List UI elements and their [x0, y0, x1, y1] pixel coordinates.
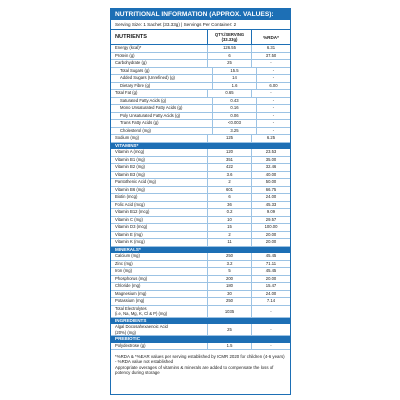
row-name: Cholesterol (mg) — [120, 127, 151, 133]
row-name: Total Sugars (g) — [120, 67, 150, 73]
row-name: Vitamin B3 (mg) — [115, 171, 145, 177]
table-row — [111, 232, 290, 240]
row-qty: 11 — [207, 239, 251, 246]
column-header — [111, 30, 290, 45]
row-name: Chloride (mg) — [115, 283, 141, 288]
footnote-rda: *%RDA & *%EAR values per serving established by ICMR 2020 for children (4-6 years) - %RDA value not established — [115, 354, 285, 365]
table-row — [111, 90, 290, 98]
ingredient-line1: Algal Docosahexaenoic Acid — [115, 324, 168, 330]
row-rda: 40.00 — [251, 172, 290, 179]
table-row — [111, 53, 290, 61]
vitamins-section-header: VITAMINS* — [111, 143, 290, 150]
row-qty: 0.43 — [212, 98, 256, 105]
row-rda: - — [251, 324, 290, 335]
col-qty-header: QTY./SERVING (33.33g) — [207, 30, 251, 44]
row-name: Zinc (mg) — [115, 260, 133, 266]
row-qty: 30 — [207, 291, 251, 298]
row-qty: 351 — [207, 157, 251, 164]
row-name: Total Fat (g) — [115, 90, 138, 95]
table-row — [111, 120, 290, 128]
row-rda: - — [251, 60, 290, 67]
nutrition-info-panel — [110, 8, 291, 395]
row-rda: 20.00 — [251, 239, 290, 246]
row-qty: 25 — [207, 60, 251, 67]
row-rda: 35.00 — [251, 157, 290, 164]
row-qty: 15 — [207, 224, 251, 231]
row-qty: 3.25 — [212, 128, 256, 135]
row-rda: 15.47 — [251, 283, 290, 290]
row-name — [111, 306, 207, 317]
table-row — [111, 98, 290, 106]
col-nutrients-header: NUTRIENTS — [115, 34, 148, 40]
row-name: Vitamin B1 (mg) — [115, 156, 145, 162]
table-row — [111, 217, 290, 225]
row-name: Poly Unsaturated Fatty Acids (g) — [120, 112, 181, 118]
row-qty: 0.06 — [212, 113, 256, 120]
row-qty: 1.6 — [212, 83, 256, 90]
table-row — [111, 239, 290, 247]
table-row — [111, 128, 290, 136]
table-row — [111, 276, 290, 284]
row-qty: 5 — [207, 268, 251, 275]
vitamins-table — [111, 149, 290, 247]
row-qty: 2 — [207, 232, 251, 239]
table-row — [111, 298, 290, 306]
row-qty: 422 — [207, 164, 251, 171]
row-name: Carbohydrate (g) — [115, 60, 147, 65]
row-name: Energy (kcal)* — [115, 45, 142, 50]
row-name: Calcium (mg) — [115, 253, 140, 258]
row-qty: 250 — [207, 253, 251, 260]
col-rda-header: %RDA* — [251, 30, 290, 44]
table-row — [111, 291, 290, 299]
row-rda: 29.57 — [251, 217, 290, 224]
table-row — [111, 202, 290, 210]
row-rda: 66.75 — [251, 187, 290, 194]
row-rda: 9.09 — [251, 209, 290, 216]
footnotes — [111, 350, 290, 376]
nutrients-table — [111, 45, 290, 143]
table-row — [111, 253, 290, 261]
row-rda: 50.00 — [251, 179, 290, 186]
table-row — [111, 113, 290, 121]
serving-info: Serving Size: 1 Sachet (33.33g) | Servings Per Container: 2 — [111, 20, 290, 30]
row-name: Vitamin E (mg) — [115, 231, 143, 237]
table-row — [111, 194, 290, 202]
table-row — [111, 135, 290, 143]
row-name: Phosphorus (mg) — [115, 275, 148, 281]
row-name: Vitamin B12 (mcg) — [115, 209, 150, 214]
row-qty: 250 — [207, 298, 251, 305]
row-name: Protein (g) — [115, 52, 135, 58]
row-qty: 200 — [207, 276, 251, 283]
row-name: Saturated Fatty Acids (g) — [120, 97, 167, 103]
row-qty: 126.55 — [207, 45, 251, 52]
ingredients-section-header: INGREDIENTS — [111, 318, 290, 325]
row-rda: - — [251, 306, 290, 317]
row-name: Mono Unsaturated Fatty Acids (g) — [120, 105, 183, 110]
row-rda: - — [256, 120, 290, 127]
row-name: Vitamin B6 (mg) — [115, 186, 145, 192]
table-row-ingredient — [111, 324, 290, 336]
electrolytes-line1: Total Electrolytes — [115, 305, 147, 311]
table-row — [111, 164, 290, 172]
row-qty: 6 — [207, 194, 251, 201]
row-name: Dietary Fibre (g) — [120, 82, 151, 88]
row-rda: 100.00 — [251, 224, 290, 231]
row-name: Vitamin A (mcg) — [115, 149, 145, 154]
row-rda: 45.45 — [251, 268, 290, 275]
row-qty: 3.2 — [207, 261, 251, 268]
row-qty: 2 — [207, 179, 251, 186]
table-row — [111, 172, 290, 180]
row-rda: 37.50 — [251, 53, 290, 60]
table-row — [111, 75, 290, 83]
table-row — [111, 45, 290, 53]
row-name: Potassium (mg) — [115, 298, 145, 303]
row-rda: 24.00 — [251, 291, 290, 298]
row-rda: - — [251, 343, 290, 350]
row-qty: 120 — [207, 149, 251, 156]
row-rda: 6.00 — [256, 83, 290, 90]
table-row — [111, 187, 290, 195]
row-rda: 20.00 — [251, 276, 290, 283]
row-rda: 32.46 — [251, 164, 290, 171]
row-qty: 125 — [207, 135, 251, 142]
panel-title: NUTRITIONAL INFORMATION (APPROX. VALUES): — [111, 9, 290, 20]
row-qty: <0.003 — [212, 120, 256, 127]
row-name: Folic Acid (mcg) — [115, 201, 145, 207]
row-name: Sodium (mg) — [115, 135, 139, 140]
minerals-section-header: MINERALS* — [111, 247, 290, 254]
table-row — [111, 68, 290, 76]
row-rda: - — [256, 75, 290, 82]
row-qty: 180 — [207, 283, 251, 290]
row-rda: - — [251, 90, 290, 97]
row-name: Polydextrose (g) — [115, 342, 146, 348]
row-rda: - — [256, 105, 290, 112]
row-rda: - — [256, 113, 290, 120]
row-rda: 23.53 — [251, 149, 290, 156]
table-row — [111, 105, 290, 113]
footnote-overages: Appropriate overages of vitamins & minerals are added to compensate the loss of potency during storage — [115, 364, 274, 376]
row-qty: 36 — [207, 202, 251, 209]
row-qty: 0.2 — [207, 209, 251, 216]
row-rda: - — [256, 68, 290, 75]
table-row — [111, 157, 290, 165]
row-rda: 7.14 — [251, 298, 290, 305]
row-rda: 6.31 — [251, 45, 290, 52]
table-row — [111, 179, 290, 187]
row-rda: 20.00 — [251, 232, 290, 239]
row-qty: 25 — [207, 324, 251, 335]
row-name: Biotin (mcg) — [115, 194, 138, 199]
table-row — [111, 224, 290, 232]
row-qty: 0.16 — [212, 105, 256, 112]
row-name — [111, 324, 207, 335]
row-qty: 14 — [212, 75, 256, 82]
row-name: Added Sugars (Unrefined) (g) — [120, 75, 175, 80]
row-qty: 3.6 — [207, 172, 251, 179]
row-name: Vitamin K (mcg) — [115, 239, 145, 244]
row-qty: 6 — [207, 53, 251, 60]
row-name: Vitamin B2 (mg) — [115, 164, 145, 169]
table-row — [111, 60, 290, 68]
row-qty: 1.5 — [207, 343, 251, 350]
table-row-electrolytes — [111, 306, 290, 318]
row-qty: 1035 — [207, 306, 251, 317]
row-rda: - — [256, 98, 290, 105]
row-qty: 601 — [207, 187, 251, 194]
row-rda: 24.00 — [251, 194, 290, 201]
table-row — [111, 149, 290, 157]
row-rda: 45.33 — [251, 202, 290, 209]
minerals-table — [111, 253, 290, 306]
table-row — [111, 83, 290, 91]
electrolytes-line2: (i.e, Na, Mg, K, Cl & P) (mg) — [115, 311, 168, 316]
row-name: Pantothenic Acid (mg) — [115, 179, 156, 184]
row-rda: 71.11 — [251, 261, 290, 268]
row-qty: 15.5 — [212, 68, 256, 75]
table-row — [111, 268, 290, 276]
row-qty: 10 — [207, 217, 251, 224]
table-row — [111, 283, 290, 291]
ingredient-line2: (20%) (mg) — [115, 329, 136, 335]
row-name: Trans Fatty Acids (g) — [120, 120, 159, 125]
table-row-prebiotic — [111, 343, 290, 351]
row-name: Magnesium (mg) — [115, 290, 147, 296]
row-name: Iron (mg) — [115, 268, 132, 273]
row-name: Vitamin D3 (mcg) — [115, 224, 148, 229]
table-row — [111, 209, 290, 217]
table-row — [111, 261, 290, 269]
row-name: Vitamin C (mg) — [115, 216, 143, 222]
row-qty: 0.65 — [207, 90, 251, 97]
row-rda: - — [256, 128, 290, 135]
row-rda: 45.45 — [251, 253, 290, 260]
prebiotic-section-header: PREBIOTIC — [111, 336, 290, 343]
row-rda: 6.25 — [251, 135, 290, 142]
